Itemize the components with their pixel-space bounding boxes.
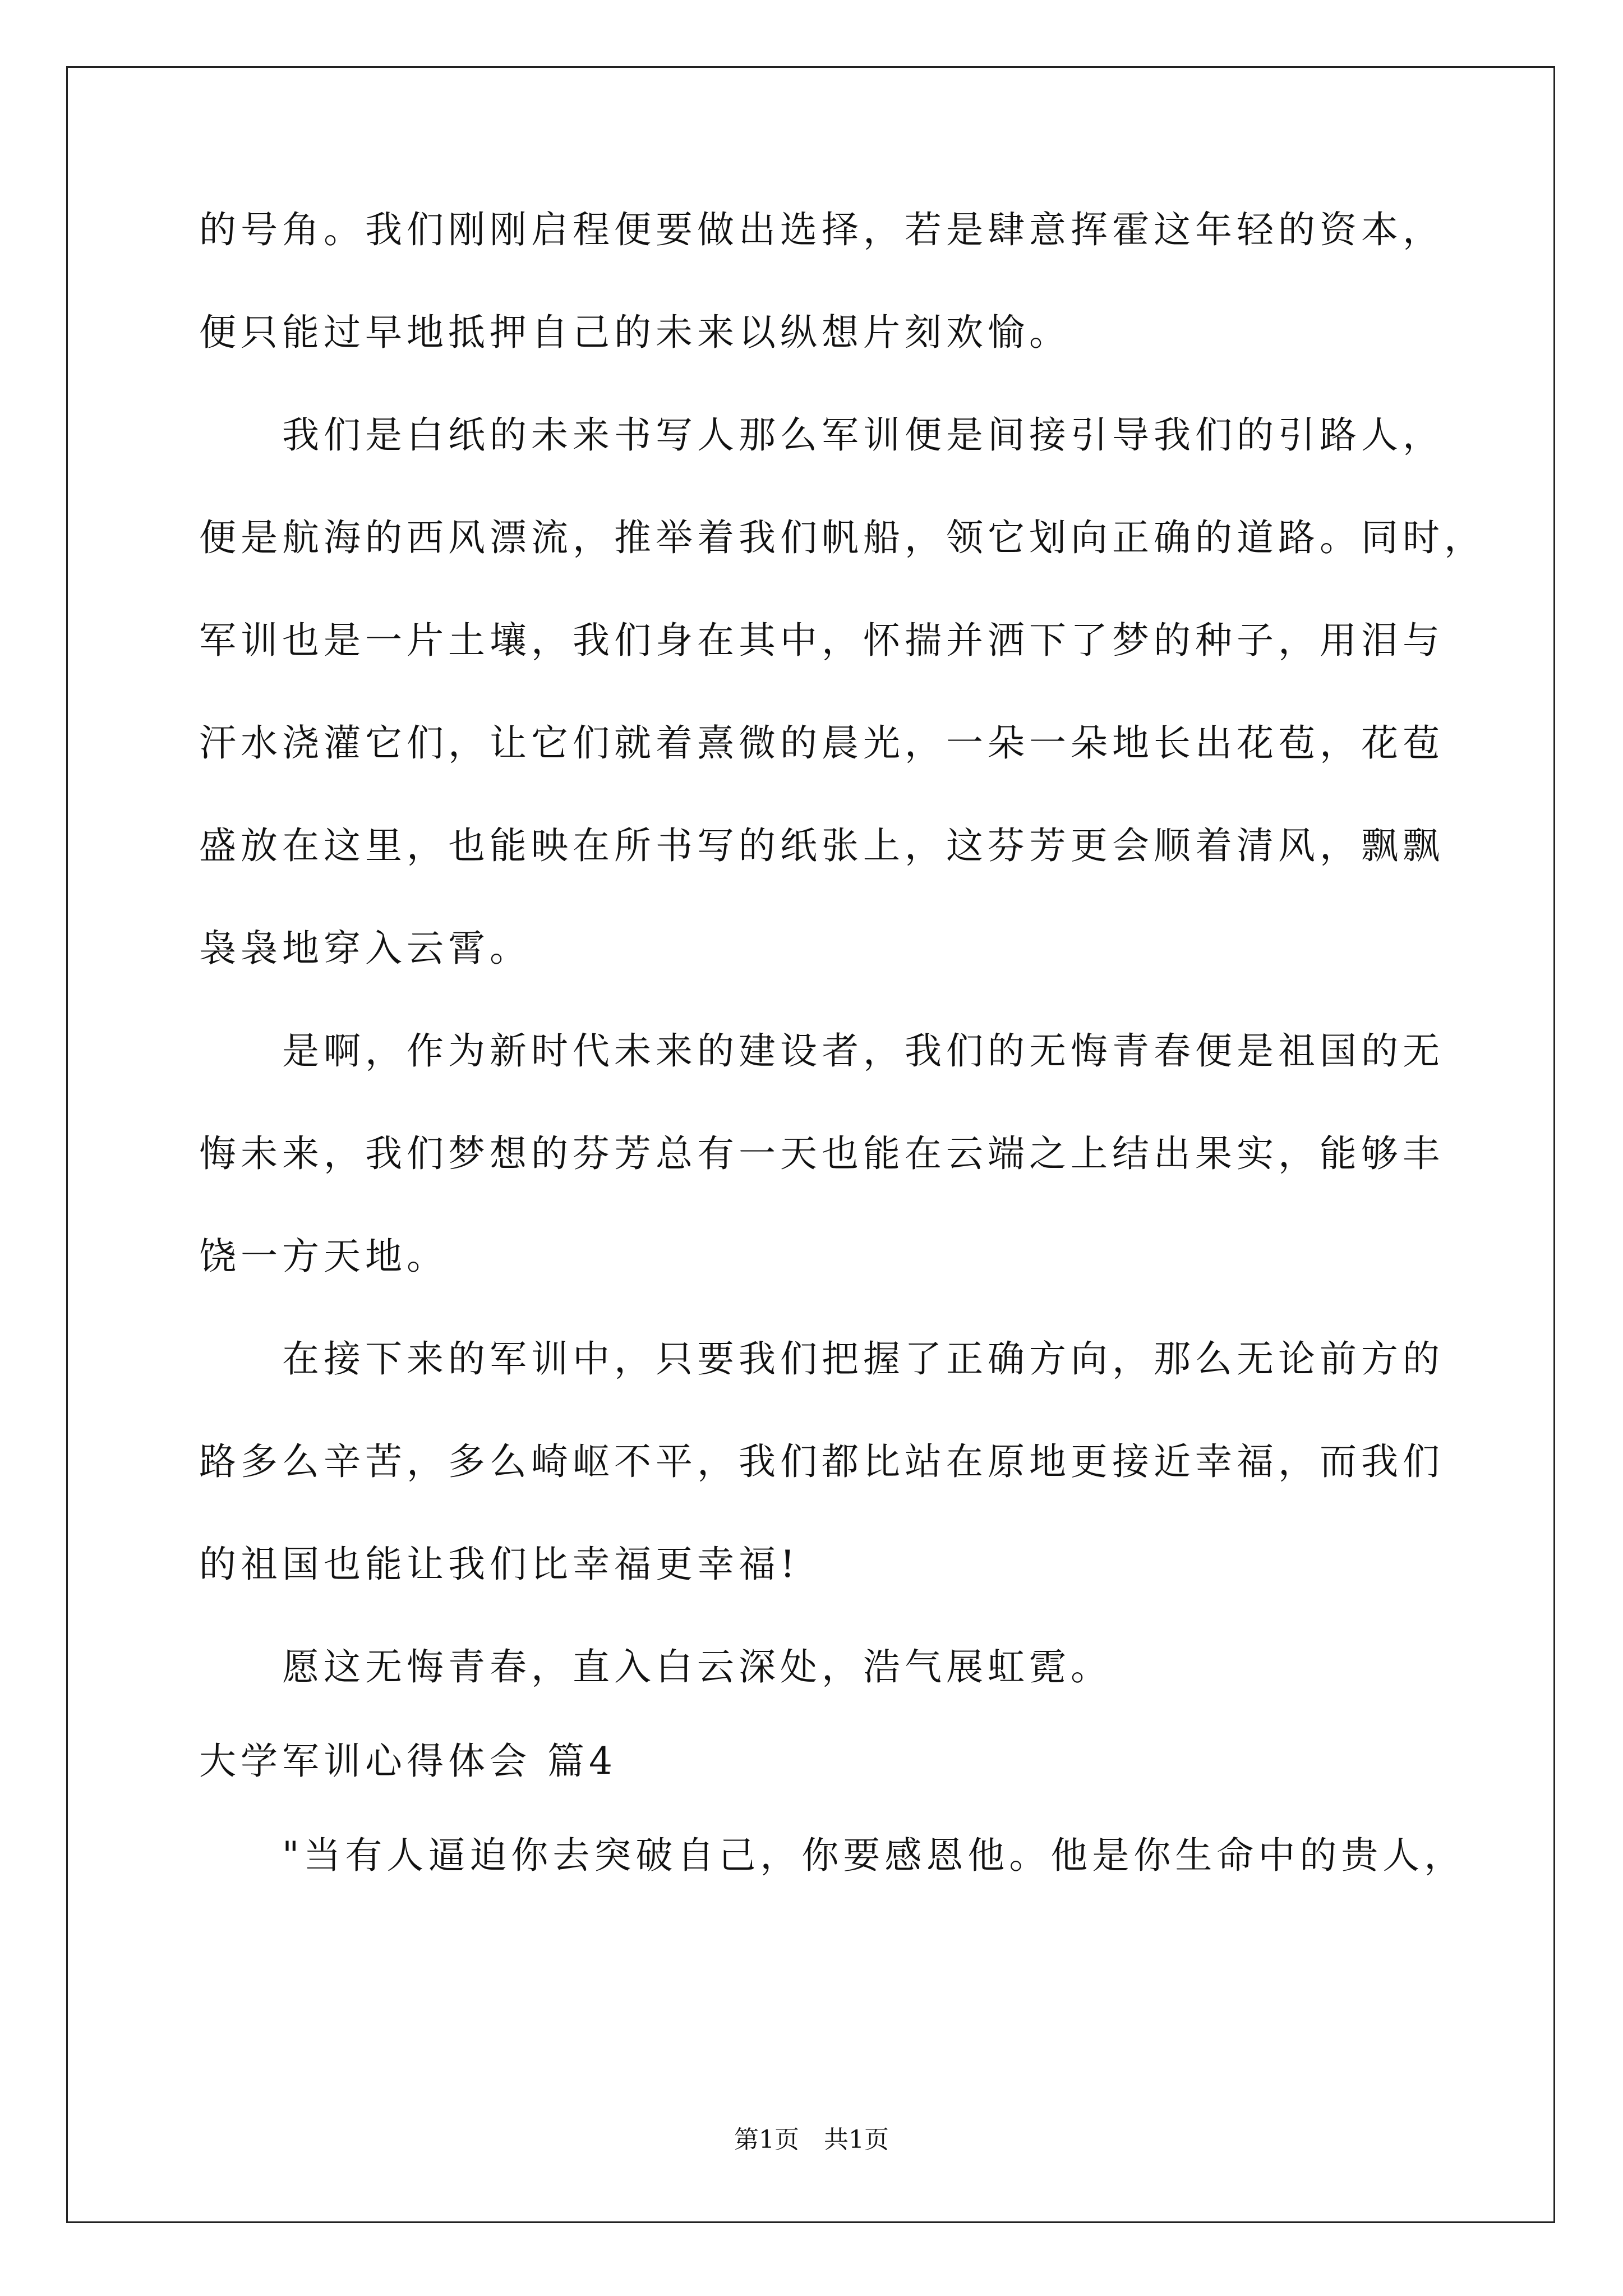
text-line: 的祖国也能让我们比幸福更幸福! bbox=[199, 1543, 800, 1586]
text-line: 是啊，作为新时代未来的建设者，我们的无悔青春便是祖国的无 bbox=[199, 1029, 1444, 1073]
text-line: 在接下来的军训中，只要我们把握了正确方向，那么无论前方的 bbox=[199, 1337, 1444, 1381]
text-line: 便只能过早地抵押自己的未来以纵想片刻欢愉。 bbox=[199, 311, 1071, 354]
section-heading: 大学军训心得体会 篇4 bbox=[199, 1740, 617, 1783]
text-line: 便是航海的西风漂流，推举着我们帆船，领它划向正确的道路。同时， bbox=[199, 516, 1486, 559]
text-line: 路多么辛苦，多么崎岖不平，我们都比站在原地更接近幸福，而我们 bbox=[199, 1440, 1444, 1483]
text-line: 汗水浇灌它们，让它们就着熹微的晨光，一朵一朵地长出花苞，花苞 bbox=[199, 721, 1444, 765]
text-line: "当有人逼迫你去突破自己，你要感恩他。他是你生命中的贵人， bbox=[199, 1834, 1466, 1877]
text-line: 的号角。我们刚刚启程便要做出选择，若是肆意挥霍这年轻的资本， bbox=[199, 208, 1444, 251]
page-footer: 第1页 共1页 bbox=[734, 2125, 889, 2154]
text-line: 袅袅地穿入云霄。 bbox=[199, 927, 531, 970]
text-line: 我们是白纸的未来书写人那么军训便是间接引导我们的引路人， bbox=[199, 413, 1444, 457]
text-line: 盛放在这里，也能映在所书写的纸张上，这芬芳更会顺着清风，飘飘 bbox=[199, 824, 1444, 867]
text-line: 饶一方天地。 bbox=[199, 1235, 448, 1278]
text-line: 愿这无悔青春，直入白云深处，浩气展虹霓。 bbox=[199, 1645, 1112, 1688]
text-line: 悔未来，我们梦想的芬芳总有一天也能在云端之上结出果实，能够丰 bbox=[199, 1132, 1444, 1175]
text-line: 军训也是一片土壤，我们身在其中，怀揣并洒下了梦的种子，用泪与 bbox=[199, 619, 1444, 662]
